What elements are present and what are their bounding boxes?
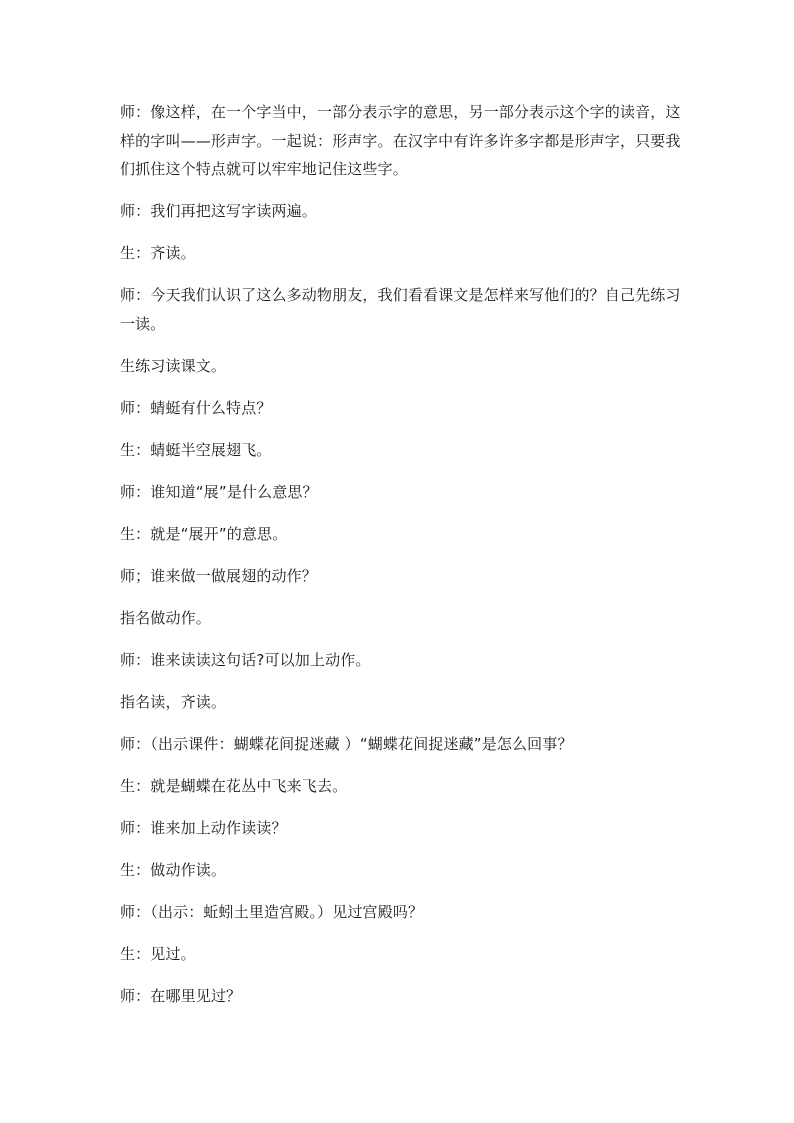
paragraph-teacher-action-reading: 师：谁来加上动作读读？ — [120, 818, 287, 837]
paragraph-teacher-where-seen: 师：在哪里见过？ — [120, 986, 242, 1005]
paragraph-called-action: 指名做动作。 — [120, 608, 211, 627]
paragraph-teacher-butterfly-slide: 师：（出示课件：蝴蝶花间捉迷藏 ）“蝴蝶花间捉迷藏”是怎么回事？ — [120, 734, 573, 753]
paragraph-student-practice: 生练习读课文。 — [120, 356, 227, 375]
paragraph-student-dragonfly-answer: 生：蜻蜓半空展翅飞。 — [120, 440, 272, 459]
paragraph-student-butterfly-answer: 生：就是蝴蝶在花丛中飞来飞去。 — [120, 776, 348, 795]
document-body — [120, 98, 690, 1024]
paragraph-teacher-dragonfly-question: 师：蜻蜓有什么特点？ — [120, 398, 272, 417]
paragraph-student-read-together: 生：齐读。 — [120, 244, 196, 262]
paragraph-student-seen-palace: 生：见过。 — [120, 944, 196, 963]
paragraph-teacher-wing-action: 师；谁来做一做展翅的动作？ — [120, 566, 317, 585]
paragraph-teacher-read-twice: 师：我们再把这写字读两遍。 — [120, 202, 317, 220]
paragraph-teacher-animal-friends: 师：今天我们认识了这么多动物朋友，我们看看课文是怎样来写他们的？自己先练习一读。 — [120, 286, 681, 333]
paragraph-student-zhan-answer: 生：就是“展开”的意思。 — [120, 524, 288, 543]
paragraph-called-reading: 指名读，齐读。 — [120, 692, 227, 711]
paragraph-teacher-zhan-meaning: 师：谁知道“展”是什么意思？ — [120, 482, 318, 501]
paragraph-teacher-earthworm-slide: 师：（出示：蚯蚓土里造宫殿。）见过宫殿吗？ — [120, 902, 424, 921]
paragraph-teacher-phonetic-explanation: 师：像这样，在一个字当中，一部分表示字的意思，另一部分表示这个字的读音，这样的字叫——形声字。一起说：形声字。在汉字中有许多许多字都是形声字，只要我们抓住这个特点就可以牢牢地记住这些字。 — [120, 103, 681, 178]
paragraph-teacher-read-with-action: 师：谁来读读这句话?可以加上动作。 — [120, 650, 371, 669]
paragraph-student-action-reading: 生：做动作读。 — [120, 860, 227, 879]
